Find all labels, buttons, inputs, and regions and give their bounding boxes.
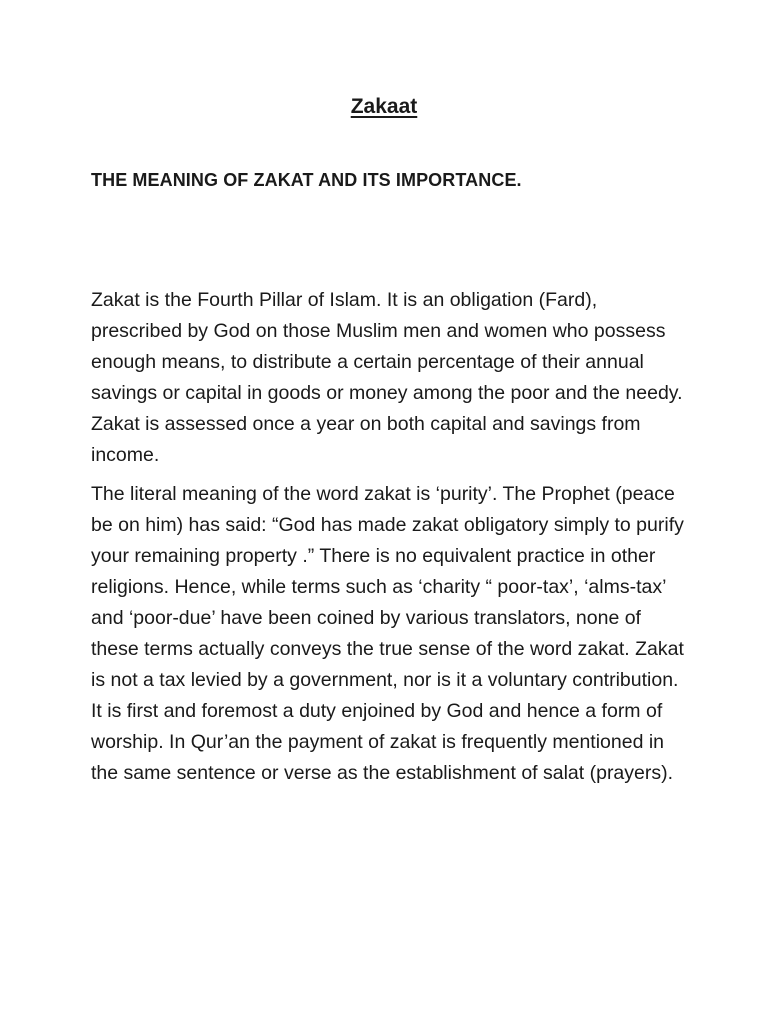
paragraph-1: Zakat is the Fourth Pillar of Islam. It is an obligation (Fard), prescribed by God on those Muslim men and women who possess enough means, to distribute a certain percentage of their annual savings or capital in goods or money among the poor and the needy. Zakat is assessed once a year on both capital and savings from income. xyxy=(91,289,683,466)
document-body xyxy=(91,285,691,797)
paragraph-2: The literal meaning of the word zakat is ‘purity’. The Prophet (peace be on him) has said: “God has made zakat obligatory simply to purify your remaining property .” There is no equivalent practice in other religions. Hence, while terms such as ‘charity “ poor-tax’, ‘alms-tax’ and ‘poor-due’ have been coined by various translators, none of these terms actually conveys the true sense of the word zakat. Zakat is not a tax levied by a government, nor is it a voluntary contribution. It is first and foremost a duty enjoined by God and hence a form of worship. In Qur’an the payment of zakat is frequently mentioned in the same sentence or verse as the establishment of salat (prayers). xyxy=(91,483,684,784)
section-heading: THE MEANING OF ZAKAT AND ITS IMPORTANCE. xyxy=(91,170,522,190)
document-title: Zakaat xyxy=(350,95,418,118)
